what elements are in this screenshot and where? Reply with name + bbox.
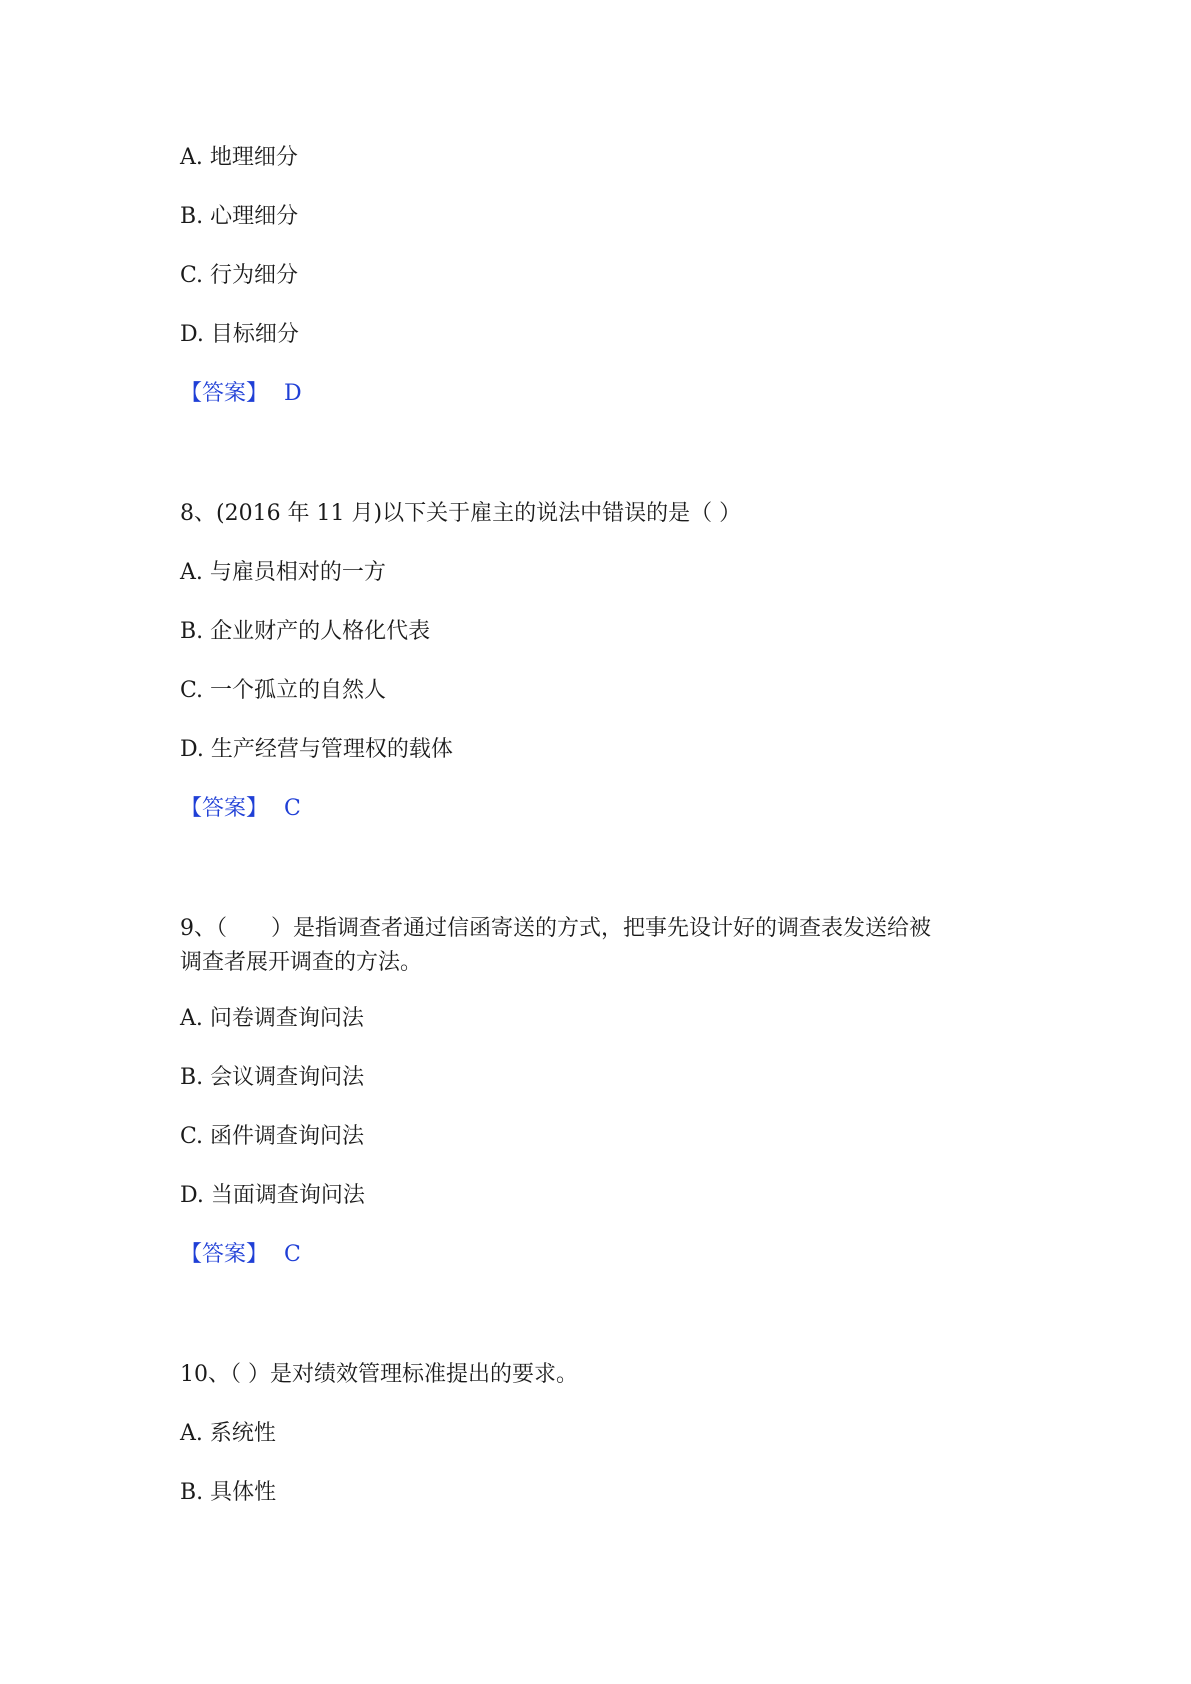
q8-option-c: C. 一个孤立的自然人 [180,678,387,703]
q9-option-b: B. 会议调查询问法 [180,1065,365,1090]
q7-option-b: B. 心理细分 [180,204,299,229]
q10-question: 10、（ ）是对绩效管理标准提出的要求。 [180,1362,578,1387]
q8-answer-value: C [284,796,301,821]
q8-option-a: A. 与雇员相对的一方 [180,560,386,585]
q7-answer-label: 【答案】 [180,381,269,406]
q9-question-line1: 9、（ ）是指调查者通过信函寄送的方式，把事先设计好的调查表发送给被 [180,916,931,941]
q9-option-d: D. 当面调查询问法 [180,1183,365,1208]
q9-answer [180,1241,301,1269]
q8-question: 8、(2016 年 11 月)以下关于雇主的说法中错误的是（ ） [180,501,742,526]
q9-answer-value: C [284,1242,301,1267]
q8-answer [180,795,301,823]
q8-option-d: D. 生产经营与管理权的载体 [180,737,453,762]
q10-option-b: B. 具体性 [180,1480,277,1505]
q7-answer [180,380,302,408]
q7-answer-value: D [284,381,302,406]
q10-option-a: A. 系统性 [180,1421,276,1446]
q7-option-c: C. 行为细分 [180,263,299,288]
q9-option-a: A. 问卷调查询问法 [180,1006,364,1031]
q9-option-c: C. 函件调查询问法 [180,1124,365,1149]
q8-answer-label: 【答案】 [180,796,269,821]
q7-option-a: A. 地理细分 [180,145,298,170]
q7-option-d: D. 目标细分 [180,322,299,347]
q9-answer-label: 【答案】 [180,1242,269,1267]
q8-option-b: B. 企业财产的人格化代表 [180,619,431,644]
q9-question-line2: 调查者展开调查的方法。 [180,950,423,975]
